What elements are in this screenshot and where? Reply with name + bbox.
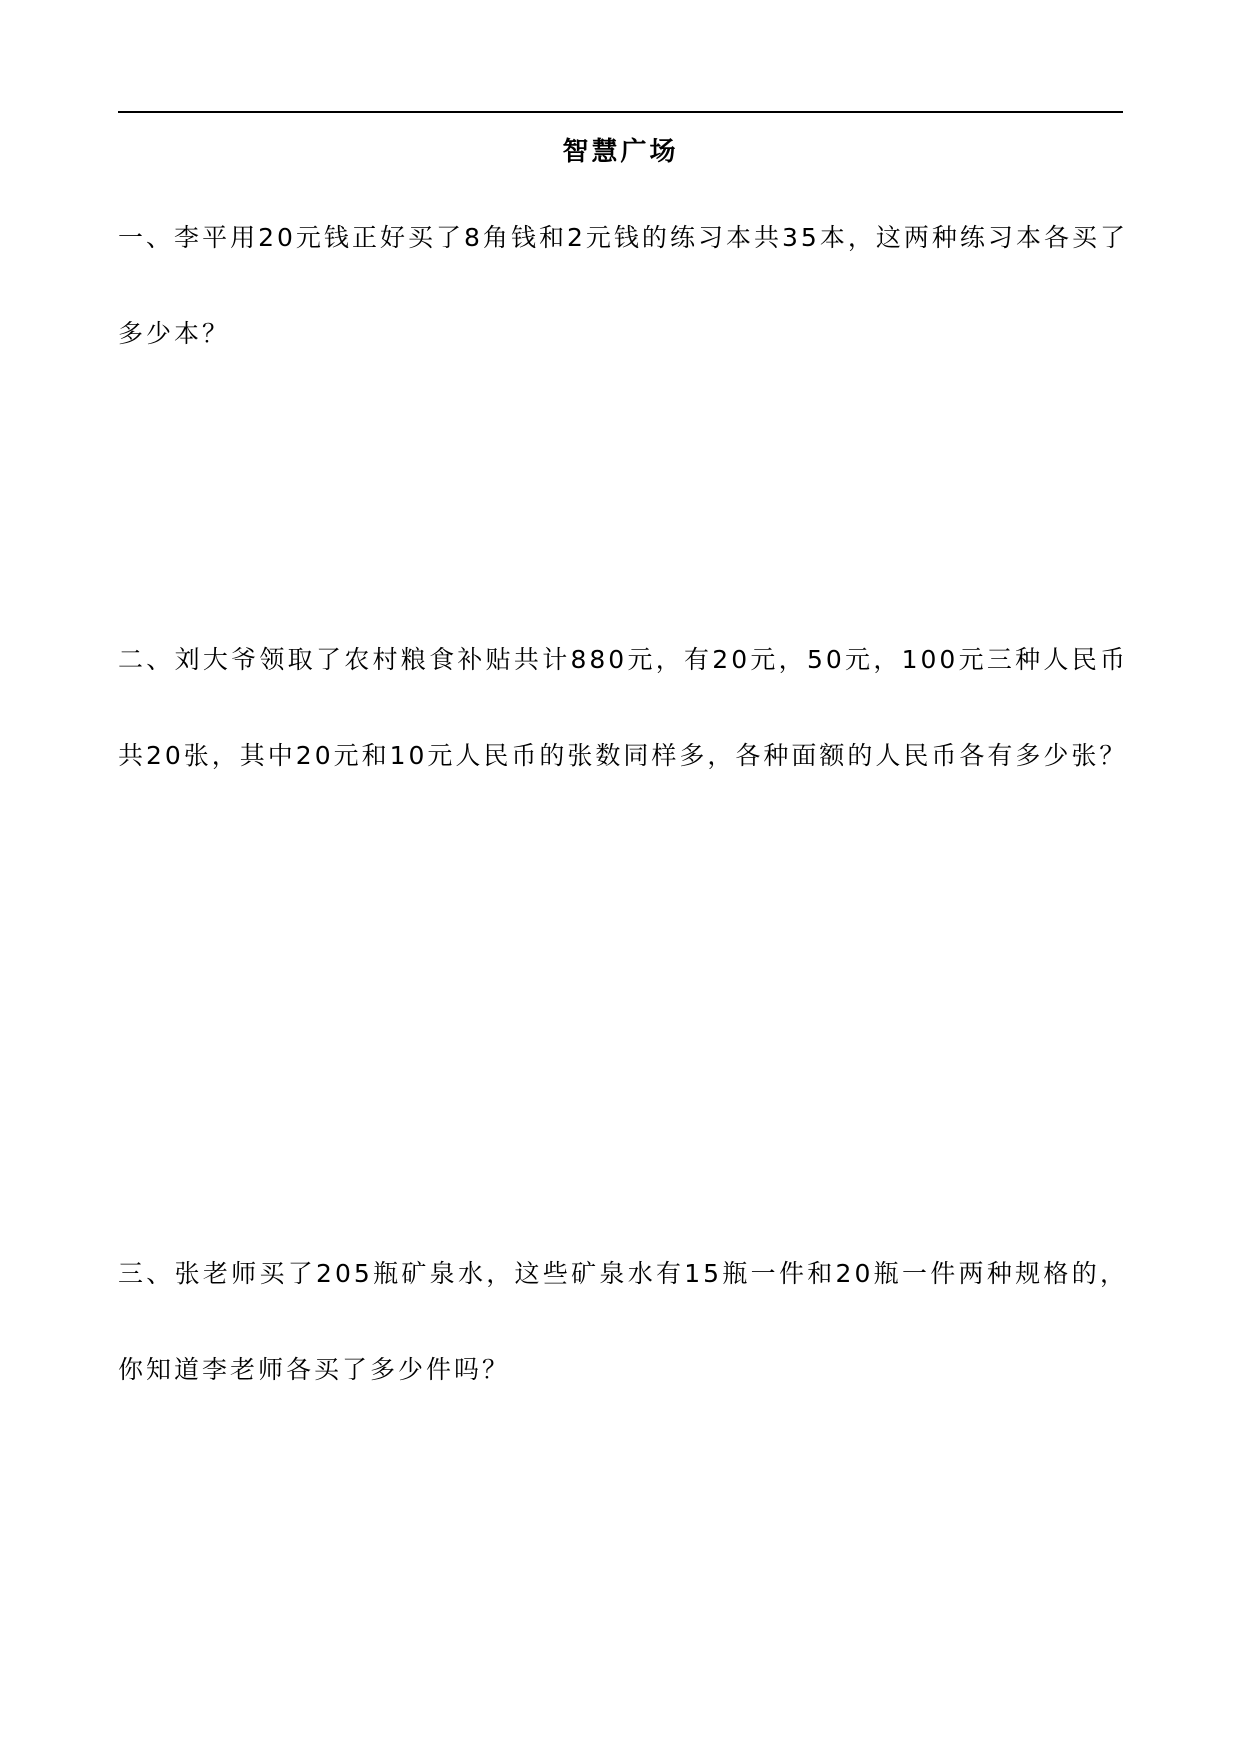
page-title: 智慧广场 xyxy=(562,137,679,167)
problem-label: 一、 xyxy=(118,223,175,252)
problem-2 xyxy=(118,612,1128,804)
problem-3 xyxy=(118,1226,1128,1418)
problem-label: 三、 xyxy=(118,1259,175,1288)
problem-1 xyxy=(118,190,1128,382)
problem-text: 张老师买了205瓶矿泉水，这些矿泉水有15瓶一件和20瓶一件两种规格的，你知道李老师各买了多少件吗？ xyxy=(118,1259,1128,1384)
problem-text: 刘大爷领取了农村粮食补贴共计880元，有20元，50元，100元三种人民币共20张，其中20元和10元人民币的张数同样多，各种面额的人民币各有多少张？ xyxy=(118,645,1128,770)
problem-text: 李平用20元钱正好买了8角钱和2元钱的练习本共35本，这两种练习本各买了多少本？ xyxy=(118,223,1128,348)
header-rule xyxy=(118,111,1123,113)
problem-label: 二、 xyxy=(118,645,175,674)
